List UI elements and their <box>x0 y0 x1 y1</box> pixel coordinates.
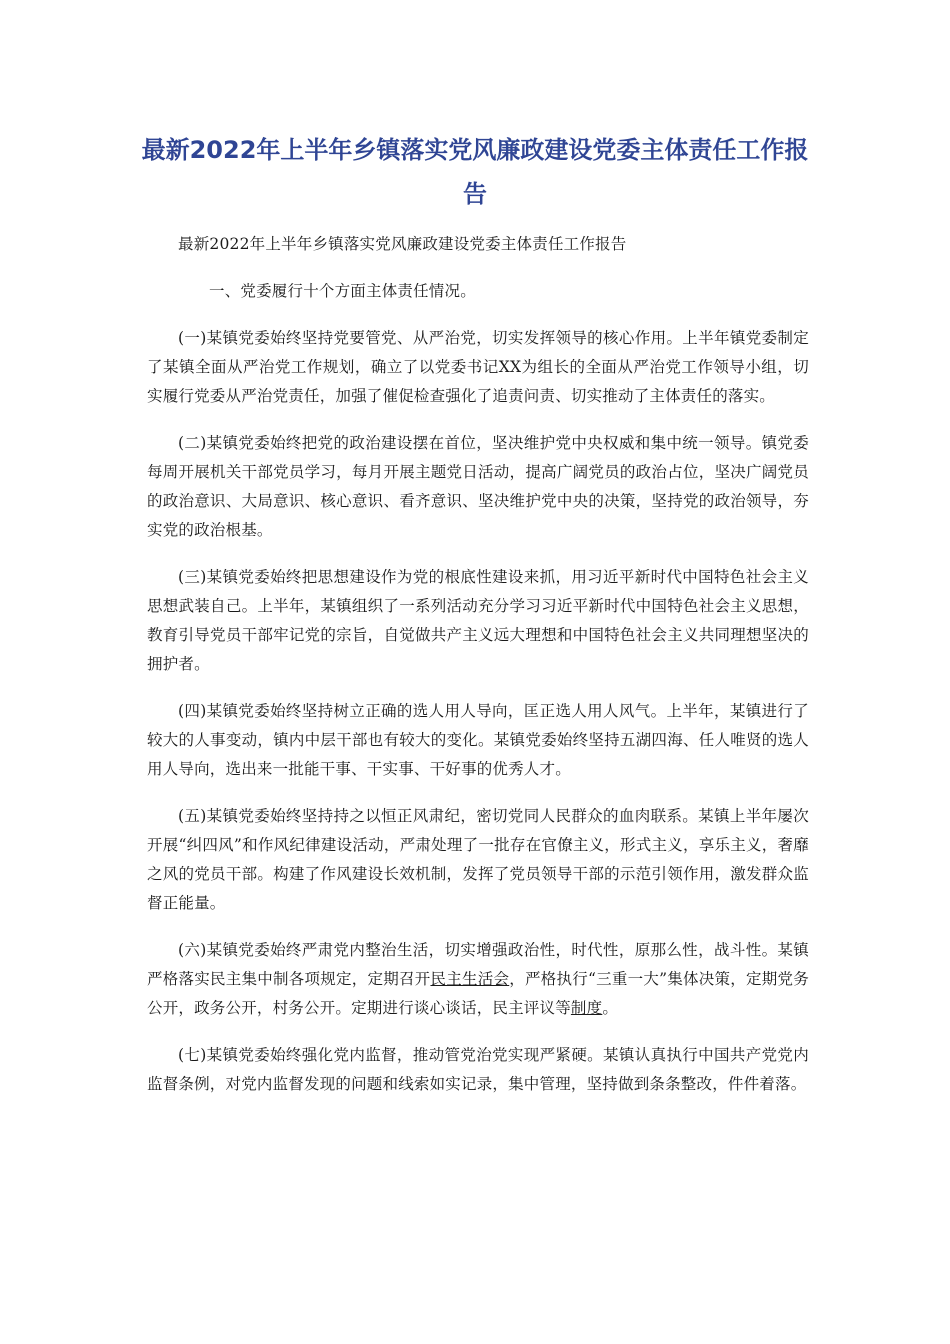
section-heading: 一、党委履行十个方面主体责任情况。 <box>209 282 476 300</box>
document-subtitle: 最新2022年上半年乡镇落实党风廉政建设党委主体责任工作报告 <box>178 235 627 253</box>
paragraph-5: (五)某镇党委始终坚持持之以恒正风肃纪，密切党同人民群众的血肉联系。某镇上半年屡次开展“纠四风”和作风纪律建设活动，严肃处理了一批存在官僚主义，形式主义，享乐主义，奢靡之风的党员干部。构建了作风建设长效机制，发挥了党员领导干部的示范引领作用，激发群众监督正能量。 <box>147 807 809 912</box>
paragraph-6-text-a: (六)某镇党委始终严肃党内整治生活，切实增强政治性，时代性，原那么性，战斗性。某镇严格落实民主集中制各项规定，定期召开 <box>147 941 809 988</box>
paragraph-7: (七)某镇党委始终强化党内监督，推动管党治党实现严紧硬。某镇认真执行中国共产党党内监督条例，对党内监督发现的问题和线索如实记录，集中管理，坚持做到条条整改，件件着落。 <box>147 1046 809 1093</box>
document-body <box>147 230 809 1117</box>
document-title: 最新2022年上半年乡镇落实党风廉政建设党委主体责任工作报告 <box>141 136 809 208</box>
link-system[interactable]: 制度 <box>570 999 603 1017</box>
paragraph-6-text-c: 。 <box>602 999 619 1017</box>
paragraph-2: (二)某镇党委始终把党的政治建设摆在首位，坚决维护党中央权威和集中统一领导。镇党委每周开展机关干部党员学习，每月开展主题党日活动，提高广阔党员的政治占位，坚决广阔党员的政治意识、大局意识、核心意识、看齐意识、坚决维护党中央的决策，坚持党的政治领导，夯实党的政治根基。 <box>147 434 809 539</box>
paragraph-6-text-b: ，严格执行“三重一大”集体决策，定期党务公开，政务公开，村务公开。定期进行谈心谈话，民主评议等 <box>147 970 809 1017</box>
paragraph-3: (三)某镇党委始终把思想建设作为党的根底性建设来抓，用习近平新时代中国特色社会主义思想武装自己。上半年，某镇组织了一系列活动充分学习习近平新时代中国特色社会主义思想，教育引导党员干部牢记党的宗旨，自觉做共产主义远大理想和中国特色社会主义共同理想坚决的拥护者。 <box>147 568 809 673</box>
paragraph-6 <box>147 936 809 1023</box>
paragraph-4: (四)某镇党委始终坚持树立正确的选人用人导向，匡正选人用人风气。上半年，某镇进行了较大的人事变动，镇内中层干部也有较大的变化。某镇党委始终坚持五湖四海、任人唯贤的选人用人导向，选出来一批能干事、干实事、干好事的优秀人才。 <box>147 702 809 778</box>
paragraph-1: (一)某镇党委始终坚持党要管党、从严治党，切实发挥领导的核心作用。上半年镇党委制定了某镇全面从严治党工作规划，确立了以党委书记XX为组长的全面从严治党工作领导小组，切实履行党委从严治党责任，加强了催促检查强化了追责问责、切实推动了主体责任的落实。 <box>147 329 809 405</box>
link-democratic-life-meeting[interactable]: 民主生活会 <box>430 970 510 988</box>
